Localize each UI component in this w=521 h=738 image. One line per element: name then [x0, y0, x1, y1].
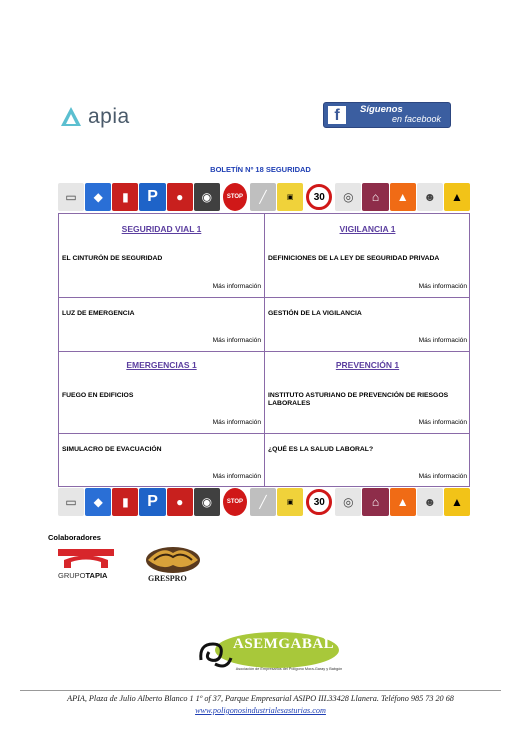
more-info-link[interactable]: Más información: [212, 337, 261, 344]
collaborators-heading: Colaboradores: [48, 533, 101, 542]
extinguisher-icon: ▮: [112, 488, 138, 516]
extinguisher-icon: ▮: [112, 183, 138, 211]
surveillance-sign-icon: ▣: [277, 183, 303, 211]
speed-limit-icon: 30: [306, 489, 332, 515]
more-info-link[interactable]: Más información: [418, 473, 467, 480]
traffic-cone-icon: ▲: [390, 488, 416, 516]
apia-logo[interactable]: [60, 102, 150, 132]
stop-sign-icon: STOP: [223, 488, 247, 516]
apia-logo-text: apia: [88, 105, 130, 128]
hydrant-icon: ╱: [250, 183, 276, 211]
bulletin-title: BOLETÍN Nº 18 SEGURIDAD: [210, 165, 311, 174]
asemgabal-name: ASEMGABAL: [233, 636, 335, 652]
stop-sign-icon: STOP: [223, 183, 247, 211]
more-info-link[interactable]: Más información: [212, 419, 261, 426]
item-fuego-edificios[interactable]: FUEGO EN EDIFICIOS: [62, 392, 134, 399]
footer-website-link[interactable]: www.poligonosindustrialesasturias.com: [195, 706, 326, 715]
sections-grid: [58, 213, 470, 487]
shield-lock-icon: ◆: [85, 183, 111, 211]
section-title-emergencias[interactable]: EMERGENCIAS 1: [126, 360, 197, 370]
dome-camera-icon: ◉: [194, 488, 220, 516]
fire-alarm-icon: ●: [167, 488, 193, 516]
facebook-follow-button[interactable]: [323, 102, 451, 128]
hydrant-icon: ╱: [250, 488, 276, 516]
icon-strip-top: [58, 183, 470, 211]
facebook-line1: Síguenos: [360, 104, 403, 115]
guard-icon: ☻: [417, 183, 443, 211]
traffic-cone-icon: ▲: [390, 183, 416, 211]
camera-icon: ▭: [58, 183, 84, 211]
item-simulacro-evacuacion[interactable]: SIMULACRO DE EVACUACIÓN: [62, 446, 162, 453]
item-instituto-asturiano[interactable]: INSTITUTO ASTURIANO DE PREVENCIÓN DE RIESGOS LABORALES: [268, 392, 449, 407]
item-cinturon[interactable]: EL CINTURÓN DE SEGURIDAD: [62, 255, 163, 262]
item-salud-laboral[interactable]: ¿QUÉ ES LA SALUD LABORAL?: [268, 446, 374, 453]
footer-divider: [20, 690, 501, 691]
grupotapia-text: GRUPOTAPIA: [58, 571, 108, 580]
parking-icon: P: [139, 183, 165, 211]
dome-camera-icon: ◉: [194, 183, 220, 211]
grid-divider-vertical: [264, 214, 265, 486]
grespro-logo[interactable]: [142, 543, 204, 585]
icon-strip-bottom: [58, 488, 470, 516]
grespro-emblem-icon: [142, 543, 204, 575]
more-info-link[interactable]: Más información: [418, 283, 467, 290]
guard-icon: ☻: [417, 488, 443, 516]
asemgabal-subtitle: Asociación de Empresarios del Polígono Mora-Garay y Babgón: [235, 667, 343, 671]
item-luz-emergencia[interactable]: LUZ DE EMERGENCIA: [62, 310, 135, 317]
shield-lock-icon: ◆: [85, 488, 111, 516]
footer-address: APIA, Plaza de Julio Alberto Blanco 1 1º of 37, Parque Empresarial ASIPO III.33428 Llanera. Teléfono 985 73 20 68: [67, 694, 454, 703]
speed-limit-icon: 30: [306, 184, 332, 210]
section-title-prevencion[interactable]: PREVENCIÓN 1: [335, 360, 400, 370]
fire-hazard-icon: ▲: [444, 183, 470, 211]
section-title-seguridad-vial[interactable]: SEGURIDAD VIAL 1: [121, 224, 202, 234]
padlock-icon: ⌂: [362, 488, 388, 516]
facebook-line2: en facebook: [392, 114, 442, 124]
more-info-link[interactable]: Más información: [212, 473, 261, 480]
more-info-link[interactable]: Más información: [418, 419, 467, 426]
grupotapia-logo[interactable]: [56, 547, 118, 583]
apia-triangle-icon: [60, 106, 82, 128]
item-definiciones-ley[interactable]: DEFINICIONES DE LA LEY DE SEGURIDAD PRIVADA: [268, 255, 440, 262]
section-title-vigilancia[interactable]: VIGILANCIA 1: [339, 224, 396, 234]
grespro-text: GRESPRO: [148, 574, 187, 583]
grid-divider-horizontal: [59, 351, 469, 352]
item-separator: [59, 297, 264, 298]
more-info-link[interactable]: Más información: [418, 337, 467, 344]
item-separator: [265, 433, 469, 434]
item-gestion-vigilancia[interactable]: GESTIÓN DE LA VIGILANCIA: [268, 310, 362, 317]
item-separator: [59, 433, 264, 434]
more-info-link[interactable]: Más información: [212, 283, 261, 290]
item-separator: [265, 297, 469, 298]
camera-icon: ▭: [58, 488, 84, 516]
fire-hazard-icon: ▲: [444, 488, 470, 516]
parking-icon: P: [139, 488, 165, 516]
surveillance-sign-icon: ▣: [277, 488, 303, 516]
facebook-icon: f: [328, 106, 346, 124]
padlock-icon: ⌂: [362, 183, 388, 211]
alarm-icon: ◎: [335, 488, 361, 516]
alarm-icon: ◎: [335, 183, 361, 211]
grupotapia-emblem-icon: [56, 547, 116, 569]
fire-alarm-icon: ●: [167, 183, 193, 211]
